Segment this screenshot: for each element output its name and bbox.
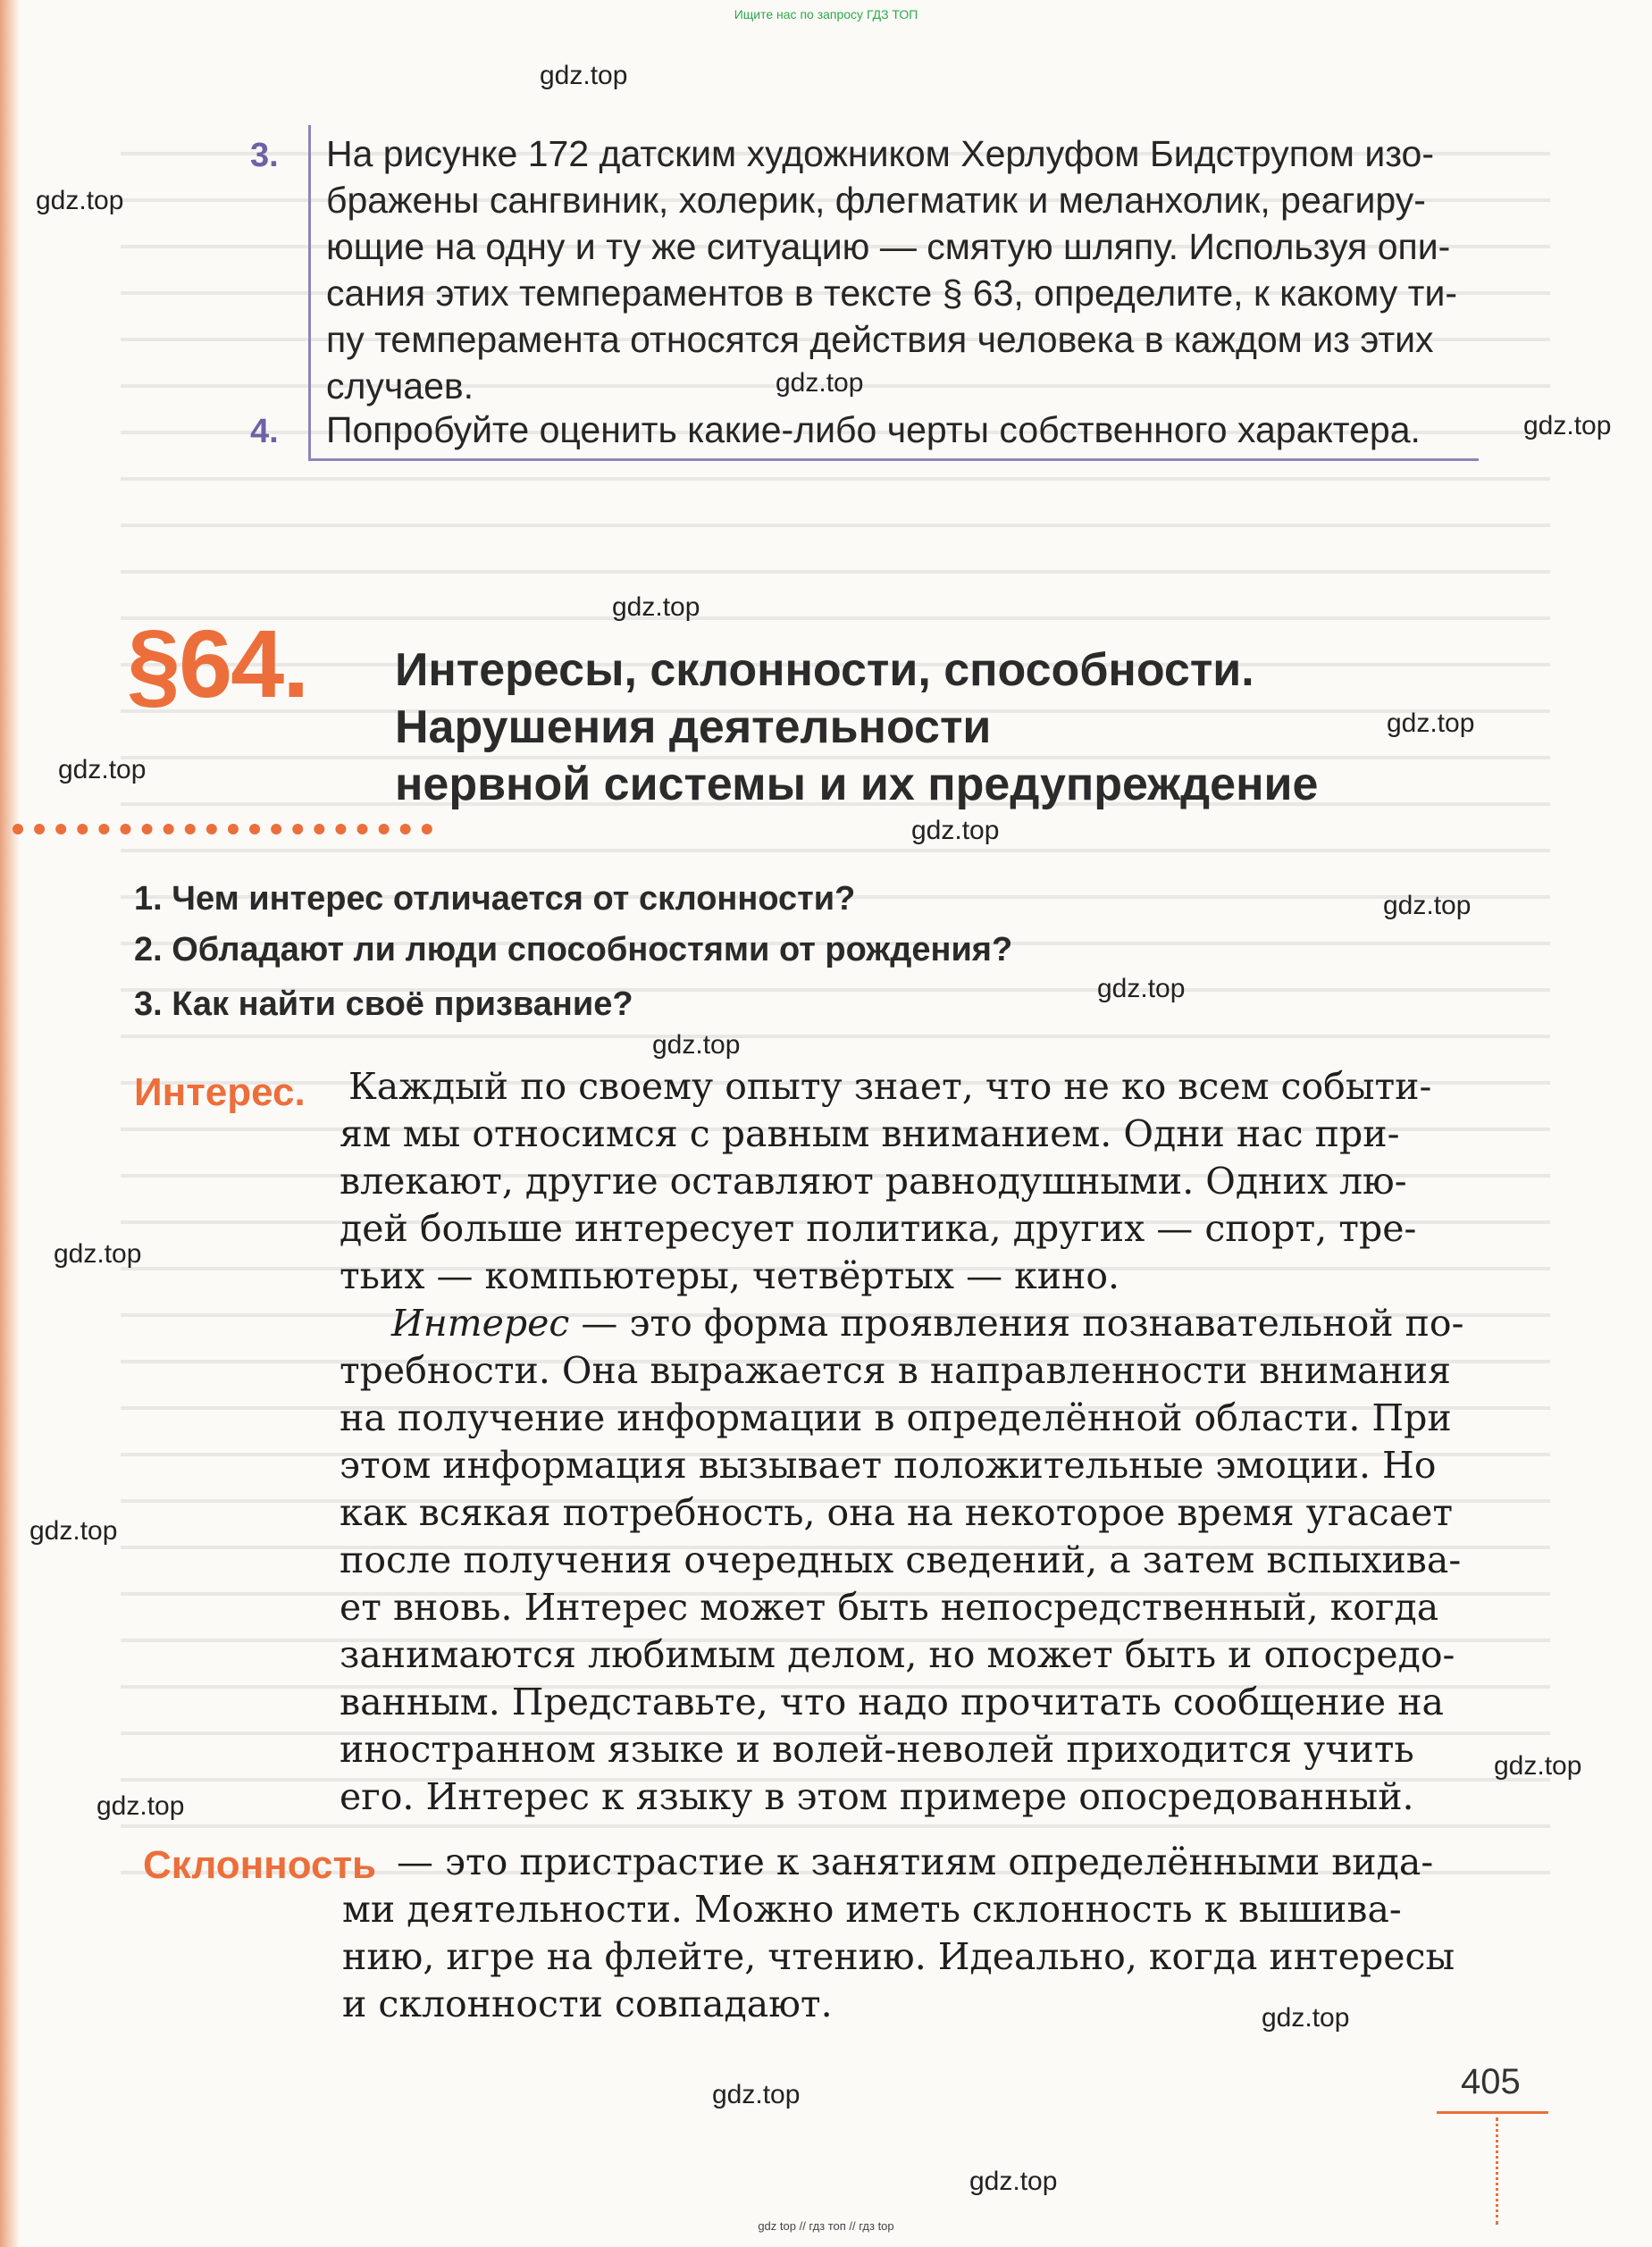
body-line: иностранном языке и волей-неволей приходится учить <box>340 1728 1414 1771</box>
body-line: дей больше интересует политика, других — спорт, тре- <box>340 1207 1417 1250</box>
task-line: бражены сангвиник, холерик, флегматик и меланхолик, реагиру- <box>326 180 1426 221</box>
task-line: сания этих темпераментов в тексте § 63, определите, к какому ти- <box>326 272 1457 314</box>
watermark: gdz.top <box>1097 974 1186 1003</box>
term-inclination: Склонность <box>143 1843 377 1887</box>
watermark: gdz.top <box>1262 2003 1350 2033</box>
watermark: gdz.top <box>911 816 1000 845</box>
section-title-line: нервной системы и их предупреждение <box>395 759 1319 810</box>
body-line: занимаются любимым делом, но может быть и опосредо- <box>340 1633 1455 1676</box>
watermark: gdz.top <box>1383 891 1472 920</box>
definition-term: Интерес <box>391 1302 570 1345</box>
body-line: его. Интерес к языку в этом примере опосредованный. <box>340 1775 1414 1818</box>
task-number: 3. <box>250 137 279 174</box>
question-item: 1. Чем интерес отличается от склонности? <box>134 880 856 918</box>
term-interest: Интерес. <box>134 1070 306 1114</box>
watermark: gdz.top <box>58 755 147 784</box>
body-line: — это пристрастие к занятиям определёнными вида- <box>397 1840 1434 1883</box>
watermark: gdz.top <box>36 186 124 215</box>
body-line: ям мы относимся с равным вниманием. Одни нас при- <box>340 1112 1400 1155</box>
body-line: тьих — компьютеры, четвёртых — кино. <box>340 1254 1120 1297</box>
body-line: ет вновь. Интерес может быть непосредственный, когда <box>340 1586 1439 1629</box>
watermark: gdz.top <box>712 2080 801 2109</box>
body-line: после получения очередных сведений, а затем вспыхива- <box>340 1539 1462 1581</box>
watermark: gdz.top <box>96 1791 185 1821</box>
task-4: Попробуйте оценить какие-либо черты собственного характера. <box>326 409 1421 450</box>
watermark: gdz.top <box>1523 411 1612 440</box>
bottom-banner[interactable]: gdz top // гдз топ // гдз top <box>758 2219 894 2233</box>
watermark: gdz.top <box>1387 708 1475 738</box>
watermark: gdz.top <box>540 61 628 90</box>
top-banner[interactable]: Ищите нас по запросу ГДЗ ТОП <box>734 7 918 21</box>
page-edge-stripe <box>0 0 20 2247</box>
task-line: На рисунке 172 датским художником Херлуфом Бидструпом изо- <box>326 133 1435 174</box>
task-rule <box>308 125 311 460</box>
body-line: и склонности совпадают. <box>342 1983 833 2025</box>
watermark: gdz.top <box>612 592 700 622</box>
body-line: нию, игре на флейте, чтению. Идеально, когда интересы <box>342 1935 1455 1978</box>
body-line: ванным. Представьте, что надо прочитать сообщение на <box>340 1681 1444 1723</box>
body-line-definition <box>391 1300 1463 1346</box>
section-title-line: Интересы, склонности, способности. <box>395 644 1254 696</box>
page-number-rule <box>1437 2111 1548 2114</box>
watermark: gdz.top <box>54 1239 142 1269</box>
definition-text: — это форма проявления познавательной по- <box>569 1302 1464 1345</box>
section-number: §64. <box>127 609 308 717</box>
task-line: ющие на одну и ту же ситуацию — смятую шляпу. Используя опи- <box>326 226 1451 267</box>
page-number-dots <box>1496 2117 1498 2225</box>
section-title <box>395 641 1318 813</box>
watermark: gdz.top <box>776 368 864 398</box>
dotted-divider <box>13 824 432 834</box>
watermark: gdz.top <box>1494 1751 1582 1781</box>
body-line: требности. Она выражается в направленности внимания <box>340 1349 1451 1392</box>
body-line: на получение информации в определённой области. При <box>340 1396 1452 1439</box>
watermark: gdz.top <box>652 1030 741 1060</box>
watermark: gdz.top <box>29 1516 118 1546</box>
body-line: этом информация вызывает положительные эмоции. Но <box>340 1444 1437 1487</box>
body-line: как всякая потребность, она на некоторое время угасает <box>340 1491 1454 1534</box>
body-line: ми деятельности. Можно иметь склонность к вышива- <box>342 1888 1402 1931</box>
task-line: пу темперамента относятся действия человека в каждом из этих <box>326 319 1434 360</box>
question-item: 3. Как найти своё призвание? <box>134 985 633 1023</box>
body-line: Каждый по своему опыту знает, что не ко всем событи- <box>348 1065 1432 1108</box>
page-number: 405 <box>1461 2062 1521 2101</box>
question-item: 2. Обладают ли люди способностями от рождения? <box>134 931 1013 968</box>
task-rule-bottom <box>308 458 1479 461</box>
watermark: gdz.top <box>969 2167 1058 2196</box>
task-number: 4. <box>250 413 279 450</box>
task-line: случаев. <box>326 365 474 407</box>
body-line: влекают, другие оставляют равнодушными. Одних лю- <box>340 1160 1407 1203</box>
section-title-line: Нарушения деятельности <box>395 701 992 753</box>
